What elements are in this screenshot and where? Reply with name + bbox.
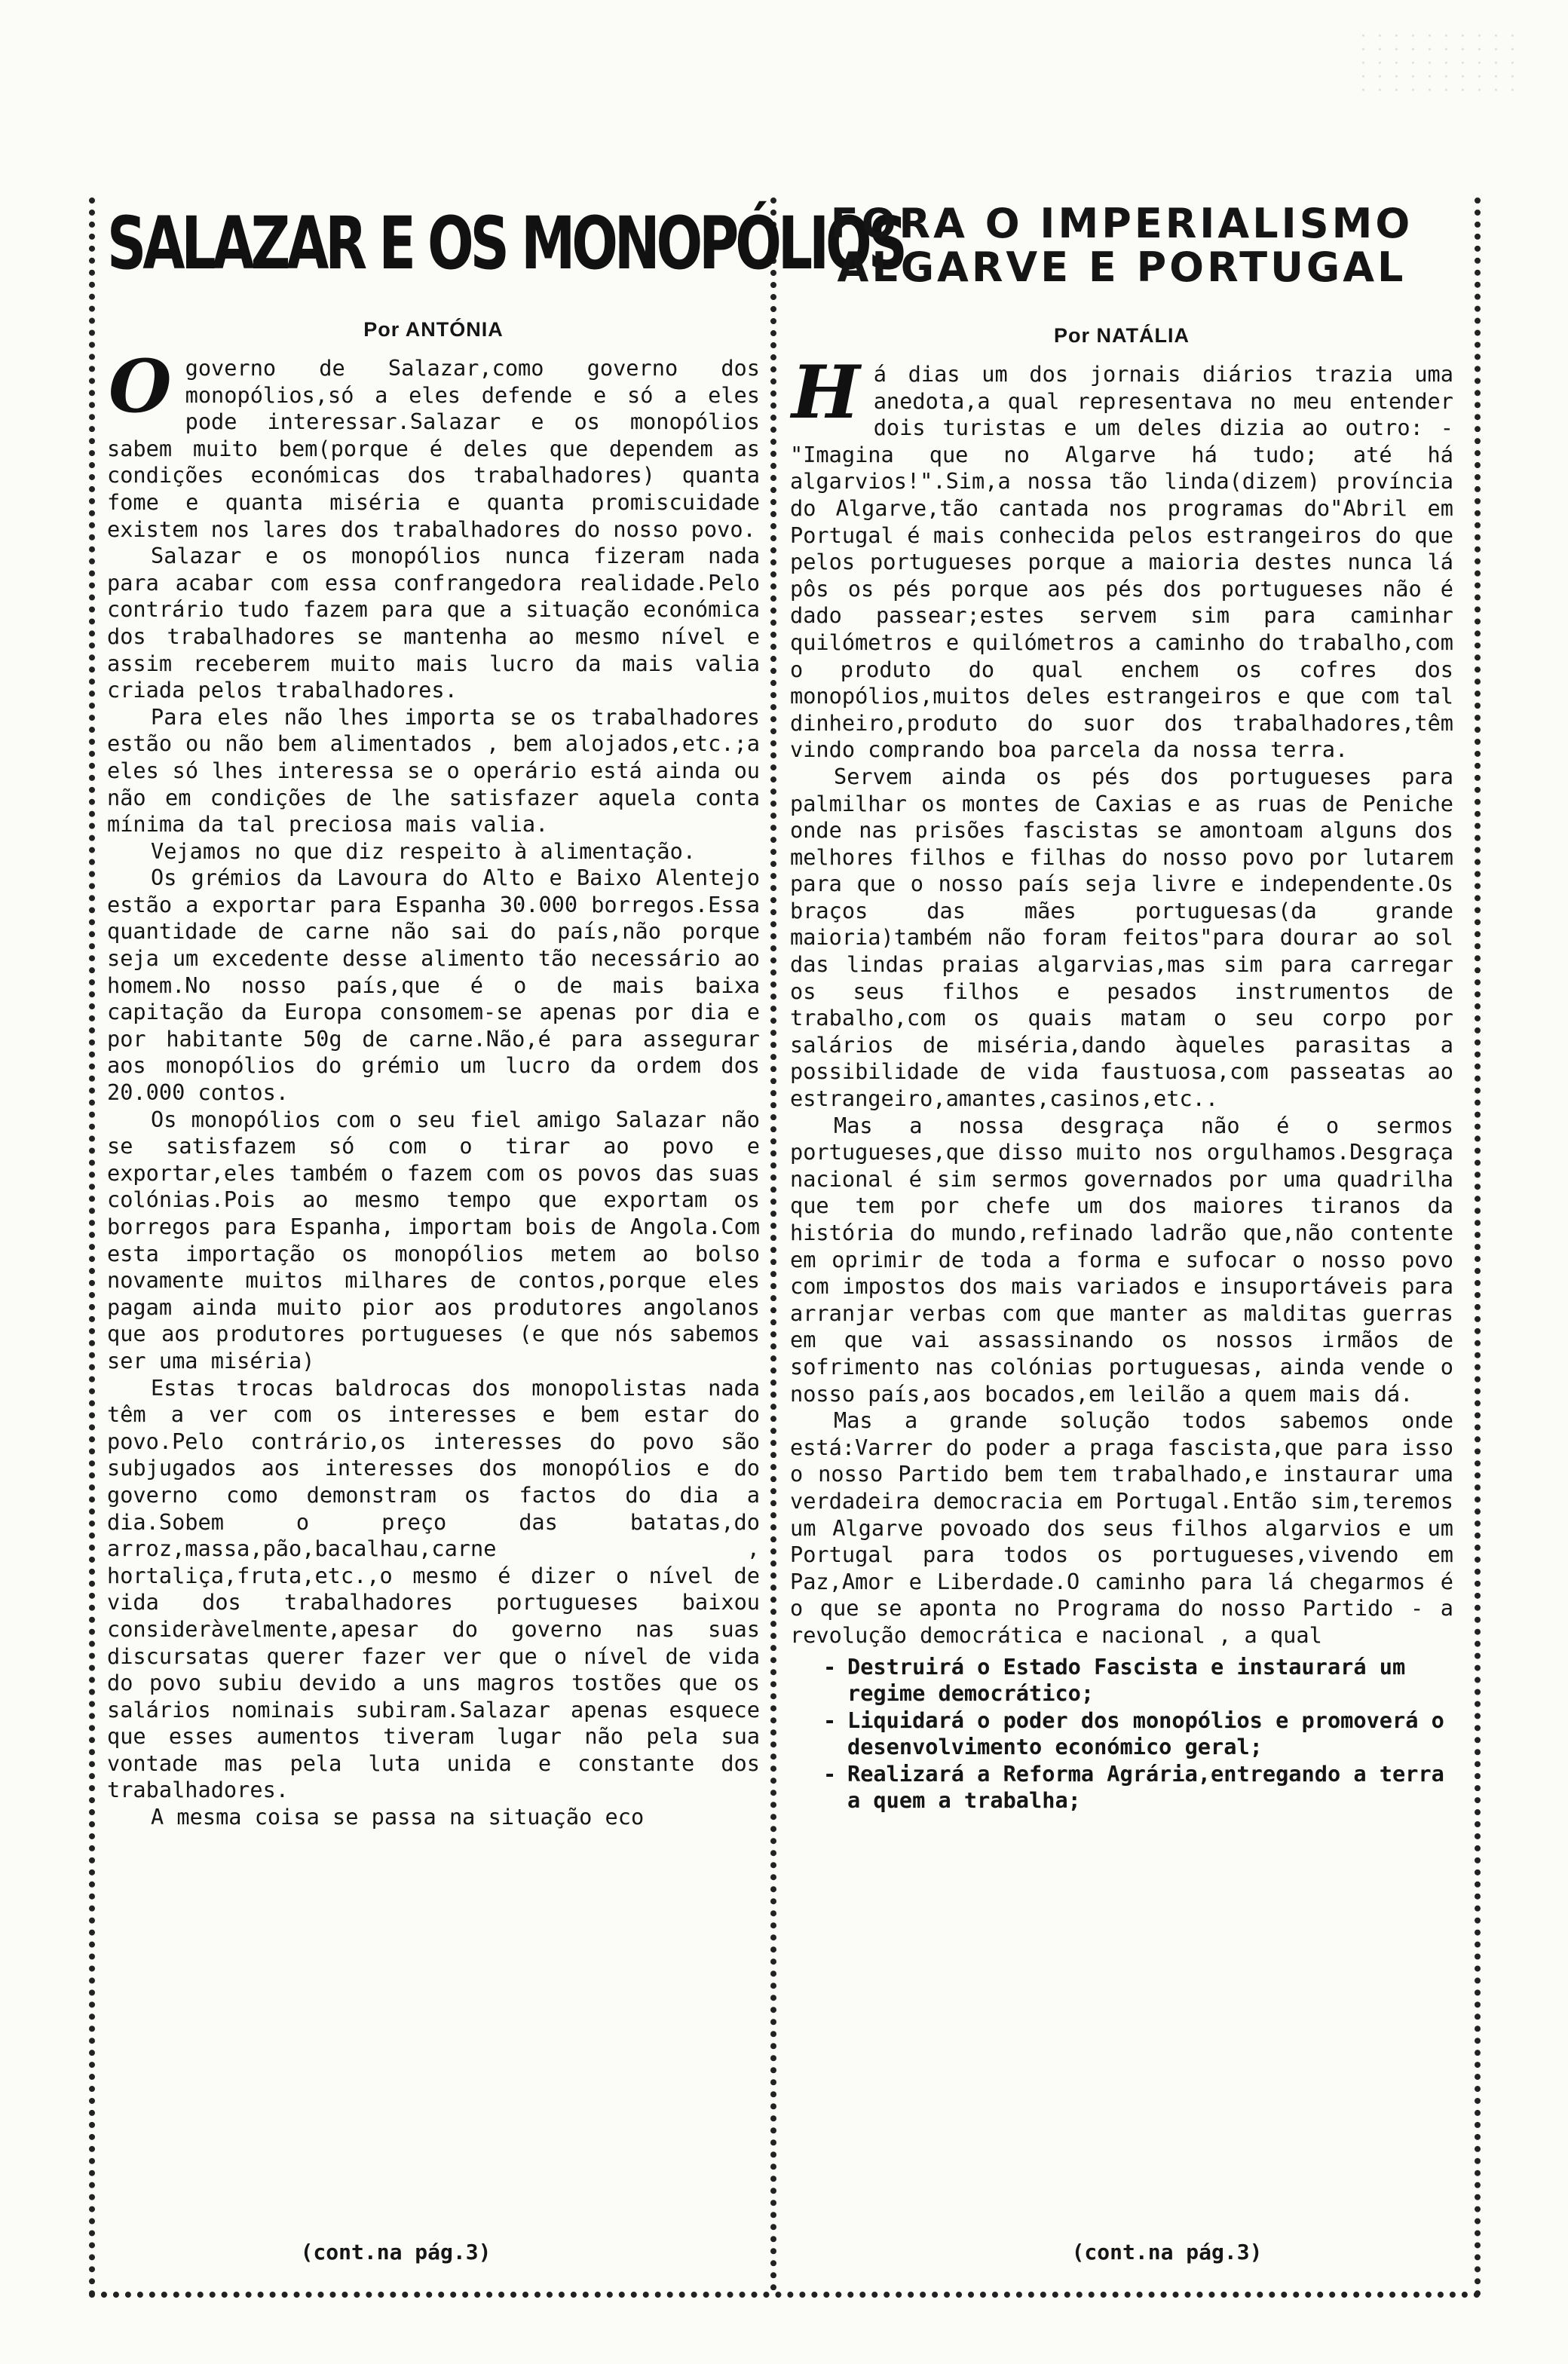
left-article <box>107 198 904 2264</box>
continuation-note: (cont.na pág.3) <box>300 2240 492 2264</box>
column-divider <box>770 198 776 2292</box>
article-byline: Por ANTÓNIA <box>363 318 504 341</box>
article-body <box>107 344 760 1831</box>
paragraph: Os monopólios com o seu fiel amigo Salazar não se satisfazem só com o tirar ao povo e exportar,eles também o fazem com os povos das suas colónias.Pois ao mesmo tempo que exportam os borregos para Espanha, importam bois de Angola.Com esta importação os monopólios metem ao bolso novamente muitos milhares de contos,porque eles pagam ainda muito pior aos produtores angolanos que aos produtores portugueses (e que nós sabemos ser uma miséria) <box>107 1106 760 1373</box>
paragraph: Estas trocas baldrocas dos monopolistas nada têm a ver com os interesses e bem estar do povo.Pelo contrário,os interesses do povo são subjugados aos interesses dos monopólios e do governo como demonstram os factos do dia a dia.Sobem o preço das batatas,do arroz,massa,pão,bacalhau,carne , hortaliça,fruta,etc.,o mesmo é dizer o nível de vida dos trabalhadores portugueses baixou consideràvelmente,apesar do governo nas suas discursatas querer fazer ver que o nível de vida do povo subiu devido a uns magros tostões que os salários nominais subiram.Salazar apenas esquece que esses aumentos tiveram lugar não pela sua vontade mas pela luta unida e constante dos trabalhadores. <box>107 1374 760 1803</box>
article-title <box>790 202 1453 289</box>
drop-cap: H <box>792 350 860 435</box>
list-item: - Destruirá o Estado Fascista e instaurará um regime democrático; <box>820 1654 1453 1707</box>
drop-cap: O <box>109 344 172 429</box>
paragraph: Servem ainda os pés dos portugueses para palmilhar os montes de Caxias e as ruas de Peniche onde nas prisões fascistas se amontoam alguns dos melhores filhos e filhas do nosso povo por lutarem para que o nosso país seja livre e independente.Os braços das mães portuguesas(da grande maioria)também não foram feitos"para dourar ao sol das lindas praias algarvias,mas sim para carregar os seus filhos e pesados instrumentos de trabalho,com os quais matam o seu corpo por salários de miséria,dando àqueles parasitas a possibilidade de vida faustuosa,com passeatas ao estrangeiro,amantes,casinos,etc.. <box>790 763 1453 1112</box>
program-list <box>820 1654 1453 1815</box>
list-item: - Realizará a Reforma Agrária,entregando a terra a quem a trabalha; <box>820 1761 1453 1814</box>
paper-stain <box>1360 30 1526 98</box>
paragraph: Mas a grande solução todos sabemos onde está:Varrer do poder a praga fascista,que para isso o nosso Partido bem tem trabalhado,e instaurar uma verdadeira democracia em Portugal.Então sim,teremos um Algarve povoado dos seus filhos algarvios e um Portugal para todos os portugueses,vivendo em Paz,Amor e Liberdade.O caminho para lá chegarmos é o que se aponta no Programa do nosso Partido - a revolução democrática e nacional , a qual <box>790 1407 1453 1648</box>
paragraph: Mas a nossa desgraça não é o sermos portugueses,que disso muito nos orgulhamos.Desgraça nacional é sim sermos governados por uma quadrilha que tem por chefe um dos maiores tiranos da história do mundo,refinado ladrão que,não contente em oprimir de toda a forma e sufocar o nosso povo com impostos dos mais variados e insuportáveis para arranjar verbas com que manter as malditas guerras em que vai assassinando os nossos irmãos de sofrimento nas colónias portuguesas, ainda vende o nosso país,aos bocados,em leilão a quem mais dá. <box>790 1112 1453 1407</box>
article-byline: Por NATÁLIA <box>1054 324 1190 347</box>
right-article <box>790 198 1453 2263</box>
article-title: SALAZAR E OS MONOPÓLIOS <box>107 201 904 286</box>
paragraph: Para eles não lhes importa se os trabalhadores estão ou não bem alimentados , bem alojados,etc.;a eles só lhes interessa se o operário está ainda ou não em condições de lhe satisfazer aquela conta mínima da tal preciosa mais valia. <box>107 703 760 838</box>
paragraph: Salazar e os monopólios nunca fizeram nada para acabar com essa confrangedora realidade.Pelo contrário tudo fazem para que a situação económica dos trabalhadores se mantenha ao mesmo nível e assim receberem muito mais lucro da mais valia criada pelos trabalhadores. <box>107 543 760 703</box>
title-line-1: FORA O IMPERIALISMO <box>830 200 1413 247</box>
paragraph: Vejamos no que diz respeito à alimentação. <box>151 838 697 864</box>
first-paragraph: Ogoverno de Salazar,como governo dos monopólios,só a eles defende e só a eles pode interessar.Salazar e os monopólios sabem muito bem(porque é deles que dependem as condições económicas dos trabalhadores) quanta fome e quanta miséria e quanta promiscuidade existem nos lares dos trabalhadores do nosso povo. <box>107 344 760 542</box>
first-paragraph: Há dias um dos jornais diários trazia uma anedota,a qual representava no meu entender dois turistas e um deles dizia ao outro: -"Imagina que no Algarve há tudo; até há algarvios!".Sim,a nossa tão linda(dizem) província do Algarve,tão cantada nos programas do"Abril em Portugal é mais conhecida pelos estrangeiros do que pelos portugueses porque a maioria destes nunca lá pôs os pés porque aos pés dos portugueses não é dado passear;estes servem sim para caminhar quilómetros e quilómetros a caminho do trabalho,com o produto do qual enchem os cofres dos monopólios,muitos deles estrangeiros e que com tal dinheiro,produto do suor dos trabalhadores,têm vindo comprando boa parcela da nossa terra. <box>790 350 1453 763</box>
article-body <box>790 350 1453 1814</box>
title-line-2: ALGARVE E PORTUGAL <box>837 243 1407 291</box>
list-item: - Liquidará o poder dos monopólios e promoverá o desenvolvimento económico geral; <box>820 1707 1453 1761</box>
continuation-note: (cont.na pág.3) <box>1071 2240 1263 2264</box>
paragraph: A mesma coisa se passa na situação eco <box>151 1804 645 1830</box>
paragraph: Os grémios da Lavoura do Alto e Baixo Alentejo estão a exportar para Espanha 30.000 borregos.Essa quantidade de carne não sai do país,não porque seja um excedente desse alimento tão necessário ao homem.No nosso país,que é o de mais baixa capitação da Europa consomem-se apenas por dia e por habitante 50g de carne.Não,é para assegurar aos monopólios do grémio um lucro da ordem dos 20.000 contos. <box>107 865 760 1106</box>
